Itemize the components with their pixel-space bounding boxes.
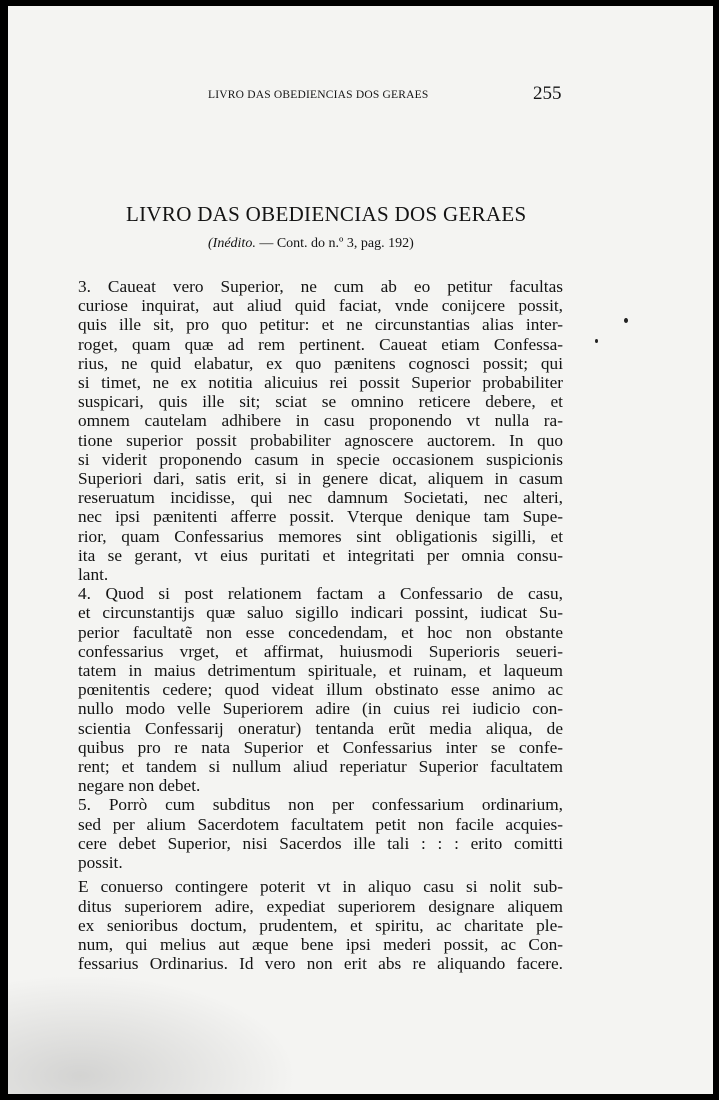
text-line: cere debet Superior, nisi Sacerdos ille tali : : : erito comitti: [78, 833, 563, 853]
text-line: tione superior possit probabiliter agnoscere auctorem. In quo: [78, 430, 563, 450]
text-line: curiose inquirat, aut aliud quid faciat, vnde conijcere possit,: [78, 296, 563, 316]
text-line: suspicari, quis ille sit; sciat se omnino reticere debere, et: [78, 392, 563, 412]
text-line: num, qui melius aut æque bene ipsi mederi possit, ac Con-: [78, 934, 563, 954]
ink-speck: [595, 339, 598, 343]
text-line: pœnitentis cedere; quod videat illum obstinato esse animo ac: [78, 680, 563, 700]
page-number: 255: [533, 83, 562, 104]
text-line: si timet, ne ex notitia alicuius rei possit Superior probabiliter: [78, 373, 563, 393]
text-line: 4. Quod si post relationem factam a Confessario de casu,: [78, 584, 563, 604]
text-line: confessarius vrget, et affirmat, huiusmodi Superioris seueri-: [78, 641, 563, 661]
text-line: ex senioribus doctum, prudentem, et spiritu, ac charitate ple-: [78, 915, 563, 935]
text-line: roget, quam quæ ad rem pertinent. Caueat etiam Confessa-: [78, 334, 563, 354]
text-line: possit.: [78, 853, 123, 873]
page-smudge: [8, 974, 298, 1094]
subtitle-rest: — Cont. do n.º 3, pag. 192): [255, 236, 414, 251]
text-line: 5. Porrò cum subditus non per confessarium ordinarium,: [78, 795, 563, 815]
text-line: Superiori dari, satis erit, si in genere dicat, aliquem in casum: [78, 469, 563, 489]
text-line: rior, quam Confessarius memores sint obligationis sigilli, et: [78, 526, 563, 546]
text-line: nec ipsi pænitenti afferre possit. Vterque denique tam Supe-: [78, 507, 563, 527]
text-line: negare non debet.: [78, 776, 201, 796]
text-line: tatem in maius detrimentum spirituale, et ruinam, et laqueum: [78, 661, 563, 681]
subtitle-italic: (Inédito.: [208, 236, 256, 251]
text-line: ditus superiorem adire, expediat superiorem designare aliquem: [78, 896, 563, 916]
text-line: fessarius Ordinarius. Id vero non erit abs re aliquando facere.: [78, 954, 563, 974]
article-subtitle: [208, 236, 414, 252]
text-line: rent; et tandem si nullum aliud reperiatur Superior facultatem: [78, 757, 563, 777]
text-line: reseruatum incidisse, qui nec damnum Societati, nec alteri,: [78, 488, 563, 508]
text-line: quis ille sit, pro quo petitur: et ne circunstantias alias inter-: [78, 315, 563, 335]
text-line: ita se gerant, vt eius puritati et integritati per omnia consu-: [78, 545, 563, 565]
text-line: scientia Confessarij oneratur) tentanda erũt media aliqua, de: [78, 718, 563, 738]
text-line: omnem cautelam adhibere in casu proponendo vt nulla ra-: [78, 411, 563, 431]
running-head: LIVRO DAS OBEDIENCIAS DOS GERAES: [208, 89, 429, 101]
text-line: perior facultatẽ non esse concedendam, et hoc non obstante: [78, 622, 563, 642]
text-line: lant.: [78, 565, 109, 585]
text-line: E conuerso contingere poterit vt in aliquo casu si nolit sub-: [78, 877, 563, 897]
text-line: quibus pro re nata Superior et Confessarius inter se confe-: [78, 737, 563, 757]
ink-speck: [624, 318, 628, 323]
article-title: LIVRO DAS OBEDIENCIAS DOS GERAES: [126, 202, 527, 226]
text-line: nullo modo velle Superiorem adire (in cuius rei iudicio con-: [78, 699, 563, 719]
text-line: si viderit proponendo casum in specie occasionem suspicionis: [78, 449, 563, 469]
text-line: sed per alium Sacerdotem facultatem petit non facile acquies-: [78, 814, 563, 834]
text-line: rius, ne quid elabatur, ex quo pænitens cognosci possit; qui: [78, 353, 563, 373]
text-line: 3. Caueat vero Superior, ne cum ab eo petitur facultas: [78, 277, 563, 296]
text-line: et circunstantijs quæ saluo sigillo indicari possint, iudicat Su-: [78, 603, 563, 623]
document-page: [8, 6, 713, 1094]
body-text: [78, 277, 563, 973]
